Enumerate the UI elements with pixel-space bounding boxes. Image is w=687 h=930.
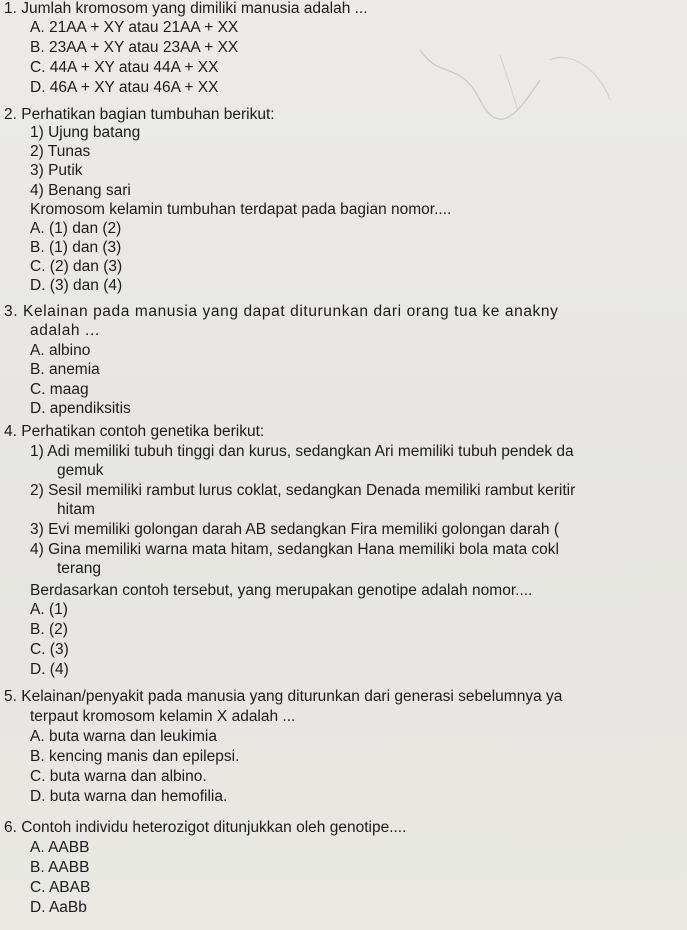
question-2-option-d: D. (3) dan (4) <box>30 277 123 294</box>
question-1-option-a: A. 21AA + XY atau 21AA + XX <box>30 19 239 36</box>
question-4-option-d: D. (4) <box>30 661 69 678</box>
question-4-item-1-continued: gemuk <box>57 462 104 479</box>
question-2-item-3: 3) Putik <box>30 162 83 179</box>
question-3-option-b: B. anemia <box>30 361 100 378</box>
question-1-stem: 1. Jumlah kromosom yang dimiliki manusia adalah ... <box>4 0 368 17</box>
question-3-option-c: C. maag <box>30 381 89 398</box>
question-6-option-d: D. AaBb <box>30 899 87 916</box>
question-5-stem: 5. Kelainan/penyakit pada manusia yang diturunkan dari generasi sebelumnya ya <box>4 688 563 705</box>
question-6-option-a: A. AABB <box>30 839 90 856</box>
question-5-option-b: B. kencing manis dan epilepsi. <box>30 748 240 765</box>
question-6-option-b: B. AABB <box>30 859 90 876</box>
question-6-stem: 6. Contoh individu heterozigot ditunjukkan oleh genotipe.... <box>4 819 407 836</box>
question-4-item-3: 3) Evi memiliki golongan darah AB sedangkan Fira memiliki golongan darah ( <box>30 521 559 538</box>
question-2-stem: 2. Perhatikan bagian tumbuhan berikut: <box>4 106 275 123</box>
question-4-option-c: C. (3) <box>30 641 69 658</box>
question-3-stem: 3. Kelainan pada manusia yang dapat diturunkan dari orang tua ke anakny <box>4 303 559 320</box>
question-2-option-a: A. (1) dan (2) <box>30 220 122 237</box>
question-2-option-c: C. (2) dan (3) <box>30 258 123 275</box>
question-4-item-4-continued: terang <box>57 560 101 577</box>
question-4-option-b: B. (2) <box>30 621 68 638</box>
question-1-option-d: D. 46A + XY atau 46A + XX <box>30 79 219 96</box>
question-3-stem-continued: adalah ... <box>30 322 100 339</box>
question-4-item-2-continued: hitam <box>57 501 95 518</box>
question-4-question: Berdasarkan contoh tersebut, yang merupakan genotipe adalah nomor.... <box>30 582 533 599</box>
pencil-sketch-decoration <box>400 40 640 120</box>
question-2-option-b: B. (1) dan (3) <box>30 239 122 256</box>
question-6-option-c: C. ABAB <box>30 879 91 896</box>
question-4-item-1: 1) Adi memiliki tubuh tinggi dan kurus, sedangkan Ari memiliki tubuh pendek da <box>30 443 574 460</box>
question-4-item-4: 4) Gina memiliki warna mata hitam, sedangkan Hana memiliki bola mata cokl <box>30 541 559 558</box>
question-4-stem: 4. Perhatikan contoh genetika berikut: <box>4 423 265 440</box>
question-5-stem-continued: terpaut kromosom kelamin X adalah ... <box>30 708 296 725</box>
question-5-option-d: D. buta warna dan hemofilia. <box>30 788 228 805</box>
question-4-item-2: 2) Sesil memiliki rambut lurus coklat, sedangkan Denada memiliki rambut keritir <box>30 482 576 499</box>
question-2-item-2: 2) Tunas <box>30 143 91 160</box>
question-5-option-a: A. buta warna dan leukimia <box>30 728 217 745</box>
question-2-item-4: 4) Benang sari <box>30 182 131 199</box>
question-2-item-1: 1) Ujung batang <box>30 124 141 141</box>
question-1-option-c: C. 44A + XY atau 44A + XX <box>30 59 219 76</box>
question-3-option-d: D. apendiksitis <box>30 400 131 417</box>
question-2-question: Kromosom kelamin tumbuhan terdapat pada bagian nomor.... <box>30 201 452 218</box>
question-4-option-a: A. (1) <box>30 601 68 618</box>
question-5-option-c: C. buta warna dan albino. <box>30 768 207 785</box>
question-3-option-a: A. albino <box>30 342 91 359</box>
question-1-option-b: B. 23AA + XY atau 23AA + XX <box>30 39 239 56</box>
